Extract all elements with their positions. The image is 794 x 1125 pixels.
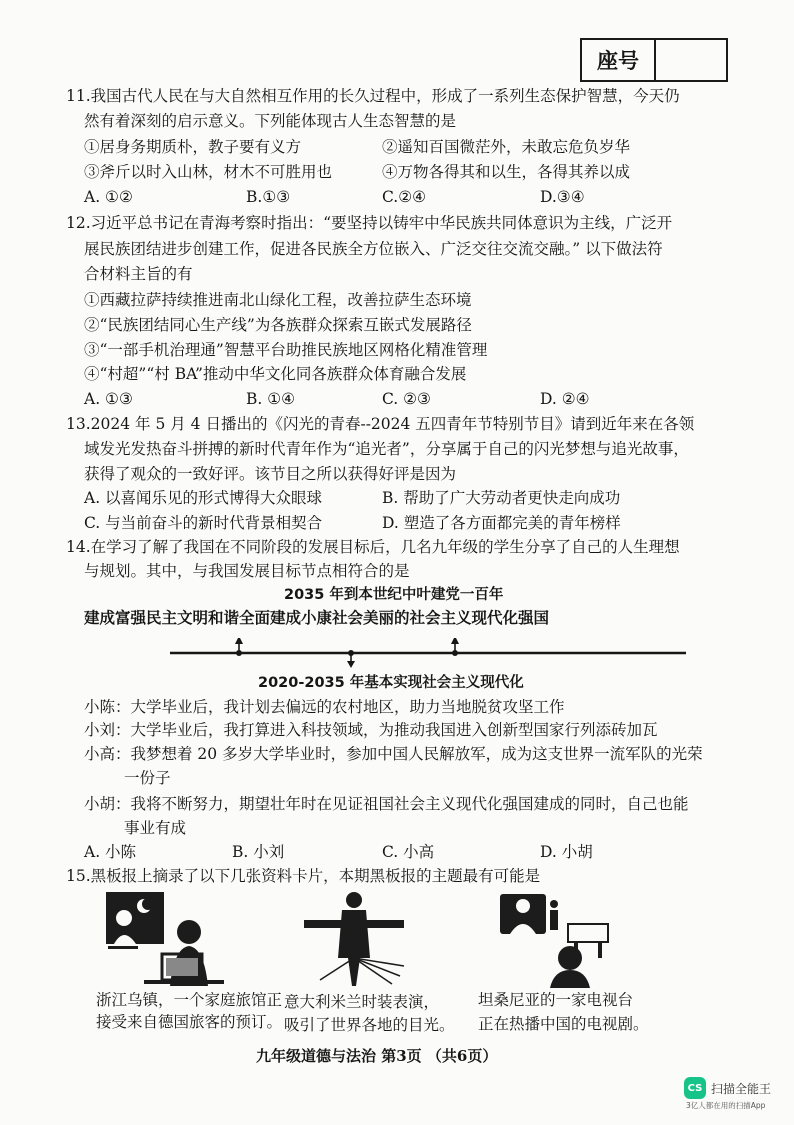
seat-number-box: [580, 38, 728, 82]
q14-choice-a: A. 小陈: [84, 843, 137, 861]
q14-choice-d: D. 小胡: [540, 843, 593, 861]
card-3-line-1: 坦桑尼亚的一家电视台: [478, 991, 634, 1009]
q14-stem-line-2: 与规划。其中，与我国发展目标节点相符合的是: [84, 562, 410, 580]
hotel-booking-illustration: [104, 888, 224, 988]
q14-person-hu-line-1: 小胡：我将不断努力，期望壮年时在见证祖国社会主义现代化强国建成的同时，自己也能: [84, 795, 689, 813]
development-timeline: [168, 638, 688, 668]
q12-option-3: ③“一部手机治理通”智慧平台助推民族地区网格化精准管理: [84, 341, 488, 359]
q13-stem-line-2: 域发光发热奋斗拼搏的新时代青年作为“追光者”，分享属于自己的闪光梦想与追光故事，: [84, 440, 689, 458]
timeline-arrow-up-left: [235, 638, 243, 656]
camscanner-logo-icon: CS: [684, 1077, 706, 1099]
seat-number-value: [656, 40, 726, 80]
card-2-line-1: 意大利米兰时装表演，: [284, 993, 440, 1011]
q11-stem-line-2: 然有着深刻的启示意义。下列能体现古人生态智慧的是: [84, 112, 457, 130]
seat-number-label: 座号: [582, 40, 656, 80]
timeline-arrow-up-right: [451, 638, 459, 656]
q11-option-4: ④万物各得其和以生，各得其养以成: [382, 163, 631, 181]
q12-choice-b: B. ①④: [246, 390, 296, 408]
q13-option-d: D. 塑造了各方面都完美的青年榜样: [382, 514, 621, 532]
timeline-arrow-down-middle: [347, 650, 355, 668]
q12-stem-line-2: 展民族团结进步创建工作，促进各民族全方位嵌入、广泛交往交流交融。” 以下做法符: [84, 240, 663, 258]
q13-option-a: A. 以喜闻乐见的形式博得大众眼球: [84, 489, 323, 507]
q14-person-hu-line-2: 事业有成: [124, 819, 187, 837]
q14-person-liu: 小刘：大学毕业后，我打算进入科技领域，为推动我国进入创新型国家行列添砖加瓦: [84, 721, 658, 739]
q12-option-4: ④“村超”“村 BA”推动中华文化同各族群众体育融合发展: [84, 365, 467, 383]
q11-option-1: ①居身务期质朴，教子要有义方: [84, 138, 302, 156]
q14-person-gao-line-1: 小高：我梦想着 20 多岁大学毕业时，参加中国人民解放军，成为这支世界一流军队的光荣: [84, 745, 703, 763]
timeline-goal: 建成富强民主文明和谐全面建成小康社会美丽的社会主义现代化强国: [84, 608, 550, 627]
fashion-show-illustration: [300, 888, 410, 988]
card-1-line-2: 接受来自德国旅客的预订。: [96, 1013, 283, 1031]
scanner-watermark: [684, 1077, 771, 1099]
q14-choice-b: B. 小刘: [232, 843, 285, 861]
tv-station-illustration: [494, 884, 614, 988]
q14-stem-line-1: 14.在学习了解了我国在不同阶段的发展目标后，几名九年级的学生分享了自己的人生理想: [66, 538, 680, 556]
card-1-line-1: 浙江乌镇，一个家庭旅馆正: [96, 991, 283, 1009]
q13-stem-line-3: 获得了观众的一致好评。该节目之所以获得好评是因为: [84, 465, 457, 483]
timeline-label-bottom: 2020-2035 年基本实现社会主义现代化: [258, 675, 524, 691]
q11-option-2: ②遥知百国微茫外，未敢忘危负岁华: [382, 138, 631, 156]
q13-option-b: B. 帮助了广大劳动者更快走向成功: [382, 489, 621, 507]
q11-choice-c: C.②④: [382, 188, 427, 206]
q12-option-2: ②“民族团结同心生产线”为各族群众探索互嵌式发展路径: [84, 316, 472, 334]
q15-stem: 15.黑板报上摘录了以下几张资料卡片，本期黑板报的主题最有可能是: [66, 867, 541, 885]
q13-option-c: C. 与当前奋斗的新时代背景相契合: [84, 514, 323, 532]
scanner-app-name: 扫描全能王: [711, 1081, 772, 1096]
q14-person-chen: 小陈：大学毕业后，我计划去偏远的农村地区，助力当地脱贫攻坚工作: [84, 698, 565, 716]
q11-choice-d: D.③④: [540, 188, 585, 206]
q12-option-1: ①西藏拉萨持续推进南北山绿化工程，改善拉萨生态环境: [84, 291, 472, 309]
q11-choice-b: B.①③: [246, 188, 291, 206]
q12-stem-line-3: 合材料主旨的有: [84, 265, 193, 283]
q14-choice-c: C. 小高: [382, 843, 435, 861]
q11-option-3: ③斧斤以时入山林，材木不可胜用也: [84, 163, 333, 181]
q12-choice-c: C. ②③: [382, 390, 431, 408]
card-2-line-2: 吸引了世界各地的目光。: [284, 1016, 455, 1034]
q11-choice-a: A. ①②: [84, 188, 133, 206]
q12-choice-a: A. ①③: [84, 390, 133, 408]
q12-choice-d: D. ②④: [540, 390, 590, 408]
scanner-app-tagline: 3亿人都在用的扫描App: [686, 1101, 766, 1110]
q12-stem-line-1: 12.习近平总书记在青海考察时指出：“要坚持以铸牢中华民族共同体意识为主线，广泛开: [66, 214, 673, 232]
q11-stem-line-1: 11.我国古代人民在与大自然相互作用的长久过程中，形成了一系列生态保护智慧，今天仍: [66, 87, 680, 105]
card-3-line-2: 正在热播中国的电视剧。: [478, 1015, 649, 1033]
timeline-label-top: 2035 年到本世纪中叶建党一百年: [284, 587, 504, 603]
q13-stem-line-1: 13.2024 年 5 月 4 日播出的《闪光的青春--2024 五四青年节特别节目》请到近年来在各领: [66, 415, 695, 433]
q14-person-gao-line-2: 一份子: [124, 769, 171, 787]
page-footer: 九年级道德与法治 第3页 （共6页）: [256, 1047, 498, 1065]
